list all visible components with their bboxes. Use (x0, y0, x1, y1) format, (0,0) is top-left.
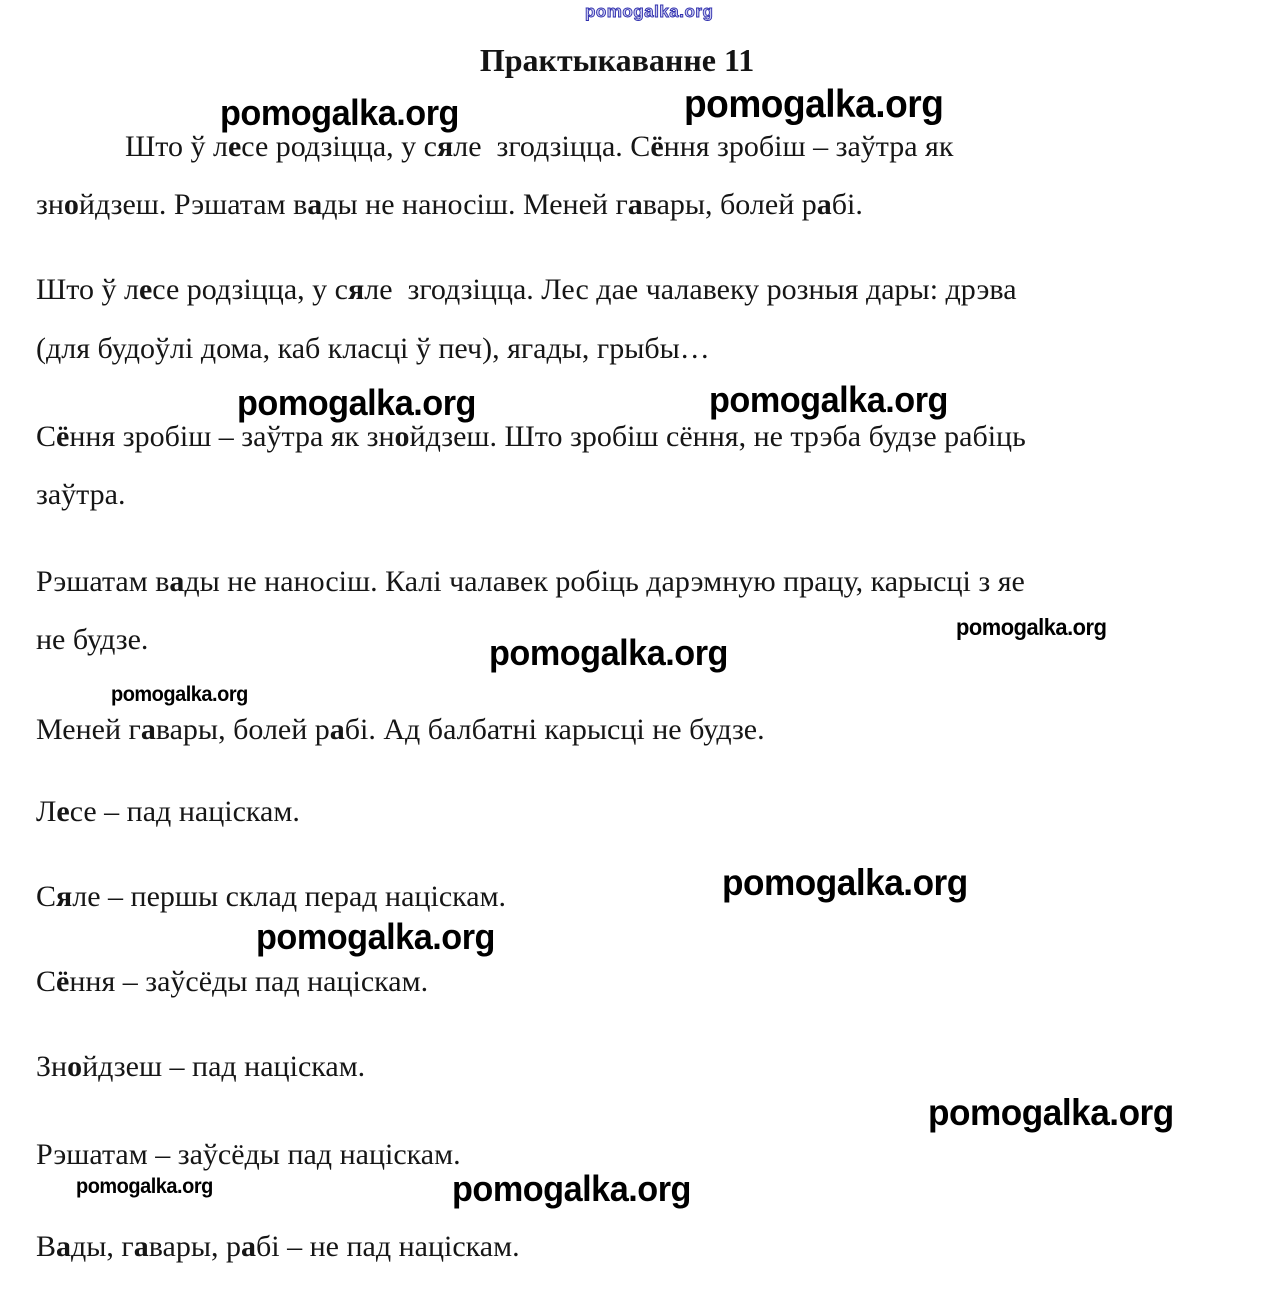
text-line: Сёння зробіш – заўтра як знойдзеш. Што зробіш сёння, не трэба будзе рабіць (36, 420, 1026, 453)
text-line: не будзе. (36, 623, 149, 656)
text-line: Рэшатам вады не наносіш. Калі чалавек робіць дарэмную працу, карысці з яе (36, 565, 1025, 598)
text-line: Лесе – пад націскам. (36, 795, 300, 828)
text-line: Знойдзеш – пад націскам. (36, 1050, 366, 1083)
watermark-text: pomogalka.org (928, 1092, 1174, 1133)
text-line: заўтра. (36, 478, 126, 511)
watermark-text: pomogalka.org (256, 916, 495, 957)
text-line: Вады, гавары, рабі – не пад націскам. (36, 1230, 520, 1263)
text-line: Сяле – першы склад перад націскам. (36, 880, 507, 913)
watermark-text: pomogalka.org (452, 1168, 691, 1209)
watermark-text: pomogalka.org (489, 632, 728, 673)
page-title: Практыкаванне 11 (479, 42, 755, 78)
text-line: (для будоўлі дома, каб класці ў печ), ягады, грыбы… (36, 332, 710, 365)
watermark-text: pomogalka.org (111, 683, 248, 706)
watermark-text: pomogalka.org (722, 862, 968, 903)
watermark-text: pomogalka.org (220, 92, 459, 133)
text-line: Што ў лесе родзіцца, у сяле згодзіцца. Сёння зробіш – заўтра як (125, 130, 954, 163)
text-line: Меней гавары, болей рабі. Ад балбатні карысці не будзе. (36, 713, 765, 746)
watermark-text: pomogalka.org (956, 614, 1107, 640)
text-line: Рэшатам – заўсёды пад націскам. (36, 1138, 461, 1171)
watermark-text: pomogalka.org (684, 83, 944, 126)
watermark-text: pomogalka.org (709, 379, 948, 420)
text-line: Сёння – заўсёды пад націскам. (36, 965, 429, 998)
watermark-text: pomogalka.org (237, 382, 476, 423)
text-line: знойдзеш. Рэшатам вады не наносіш. Меней гавары, болей рабі. (36, 188, 863, 221)
watermark-blue: pomogalka.org (585, 2, 714, 21)
text-line: Што ў лесе родзіцца, у сяле згодзіцца. Лес дае чалавеку розныя дары: дрэва (36, 273, 1017, 306)
watermark-text: pomogalka.org (76, 1175, 213, 1198)
